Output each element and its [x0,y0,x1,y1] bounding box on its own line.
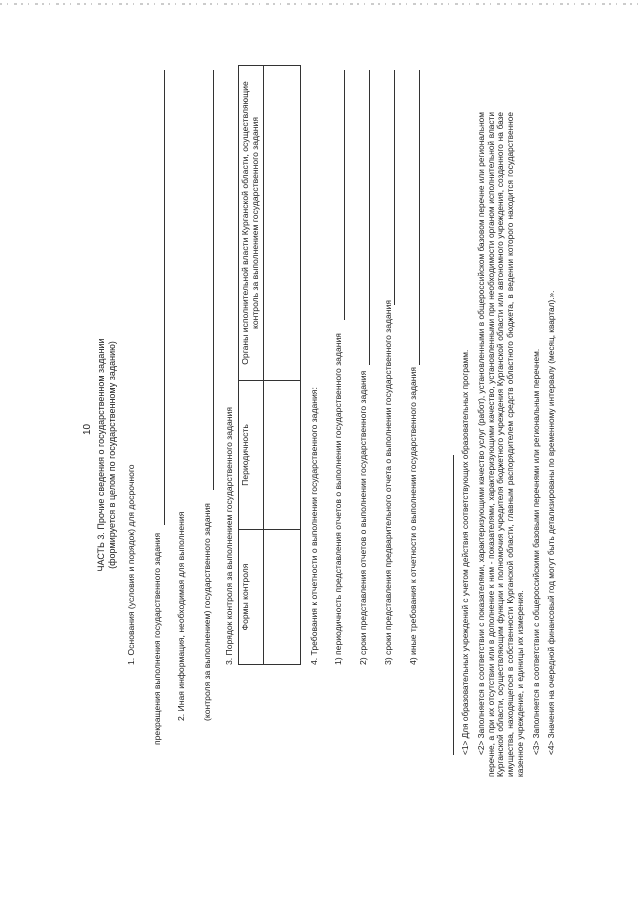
control-table-header [239,66,264,665]
item2-line1: 2. Иная информация, необходимая для выполнения [176,511,186,721]
item2-line2: (контроля за выполнением) государственного задания [202,503,212,721]
footnote-2: <2> Заполняется в соответствии с показателями, характеризующими качество услуг (работ), установленными в общероссийском базовом перечне или региональном перечне, а при их отсутствии или в дополнение к ним - показателями, характеризующими качество, установленными при необходимости органом исполнительной власти Курганской области, осуществляющим функции и полномочия учредителя бюджетного учреждения Курганской области или автономного учреждения, созданного на базе имущества, находящегося в собственности Курганской области, главным распорядителем средств областного бюджета, в ведении которого находится государственное казенное учреждение, и единицы их измерения. [475,112,525,777]
page-number: 10 [82,423,93,435]
item4-3-fill-line [394,70,395,305]
control-table-empty-row [263,66,300,665]
item3-heading: 3. Порядок контроля за выполнением государственного задания [224,407,234,665]
part3-heading [96,245,118,665]
col-header-forms: Формы контроля [239,530,264,665]
item4-3: 3) сроки представления предварительного отчета о выполнении государственного задания [383,300,393,665]
cell-authorities [263,66,300,381]
footnotes [461,112,563,777]
control-table [238,65,301,665]
item4-heading: 4. Требования к отчетности о выполнении государственного задания: [309,387,319,665]
col-header-authorities: Органы исполнительной власти Курганской области, осуществляющие контроль за выполнением государственного задания [239,66,264,381]
footnote-4: <4> Значения на очередной финансовый год могут быть детализированы по временному интервалу (месяц, квартал).». [546,290,557,755]
footnote-3: <3> Заполняется в соответствии с общероссийскими базовыми перечнями или региональным перечнем. [530,348,541,755]
item4-4-fill-line [419,70,420,365]
item4-1-fill-line [344,70,345,320]
cell-periodicity [263,381,300,530]
item4-2: 2) сроки представления отчетов о выполнении государственного задания [358,370,368,665]
part3-subtitle: (формируется в целом по государственному заданию) [106,341,117,569]
item1-fill-line [164,70,165,525]
item4-2-fill-line [369,70,370,365]
col-header-periodicity: Периодичность [239,381,264,530]
footnote-separator [453,455,454,755]
part3-title: ЧАСТЬ 3. Прочие сведения о государственном задании [96,338,106,572]
footnote-1: <1> Для образовательных учреждений с учетом действия соответствующих образовательных программ. [460,349,470,755]
item4-1: 1) периодичность представления отчетов о выполнении государственного задания [333,333,343,665]
item4-4: 4) иные требования к отчетности о выполнении государственного задания [408,367,418,665]
cell-forms [263,530,300,665]
item1-line1: 1. Основания (условия и порядок) для досрочного [126,464,136,665]
item1-line2: прекращения выполнения государственного задания [152,532,162,745]
item2-fill-line [213,70,214,490]
